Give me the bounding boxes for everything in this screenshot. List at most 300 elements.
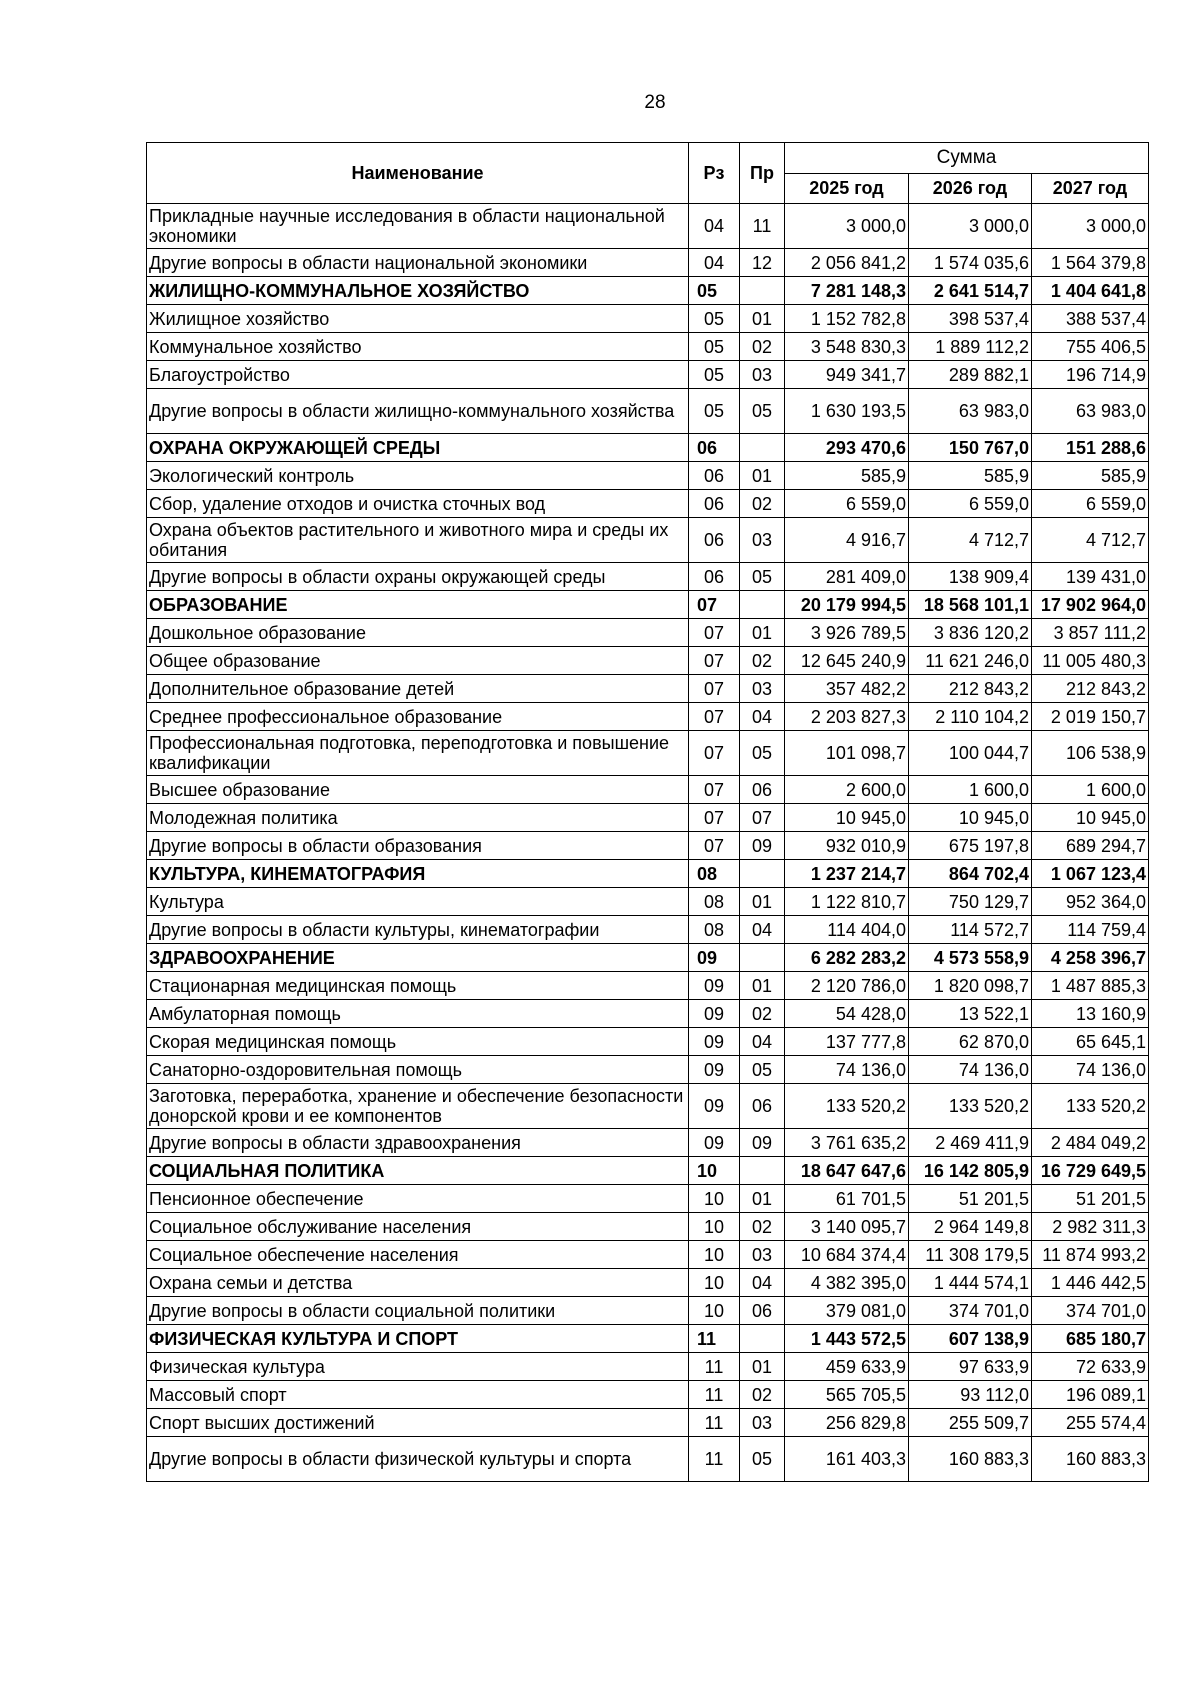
table-row	[147, 204, 1149, 249]
row-2025-cell: 293 470,6	[785, 434, 909, 462]
row-2027-cell: 3 857 111,2	[1032, 619, 1149, 647]
row-name-cell: КУЛЬТУРА, КИНЕМАТОГРАФИЯ	[147, 860, 689, 888]
row-2025-cell: 7 281 148,3	[785, 277, 909, 305]
section-row	[147, 944, 1149, 972]
table-row	[147, 249, 1149, 277]
row-2025-cell: 133 520,2	[785, 1084, 909, 1129]
row-2026-cell: 1 600,0	[909, 776, 1032, 804]
row-2026-cell: 1 444 574,1	[909, 1269, 1032, 1297]
row-name-cell: Другие вопросы в области национальной экономики	[147, 249, 689, 277]
row-2027-cell: 17 902 964,0	[1032, 591, 1149, 619]
row-rz-cell: 09	[689, 1084, 740, 1129]
header-name: Наименование	[147, 143, 689, 204]
table-row	[147, 888, 1149, 916]
table-row	[147, 490, 1149, 518]
row-pr-cell: 05	[740, 563, 785, 591]
row-pr-cell: 11	[740, 204, 785, 249]
row-2026-cell: 160 883,3	[909, 1437, 1032, 1482]
row-pr-cell: 04	[740, 1269, 785, 1297]
row-rz-cell: 06	[689, 518, 740, 563]
table-row	[147, 1241, 1149, 1269]
row-rz-cell: 10	[689, 1213, 740, 1241]
row-pr-cell: 03	[740, 1409, 785, 1437]
row-2025-cell: 1 152 782,8	[785, 305, 909, 333]
row-pr-cell: 02	[740, 647, 785, 675]
row-pr-cell	[740, 434, 785, 462]
header-year-2025: 2025 год	[785, 173, 909, 204]
row-name-cell: ФИЗИЧЕСКАЯ КУЛЬТУРА И СПОРТ	[147, 1325, 689, 1353]
row-rz-cell: 10	[689, 1297, 740, 1325]
row-2027-cell: 585,9	[1032, 462, 1149, 490]
header-sum: Сумма	[785, 143, 1149, 174]
table-row	[147, 832, 1149, 860]
row-2026-cell: 6 559,0	[909, 490, 1032, 518]
row-pr-cell: 03	[740, 675, 785, 703]
row-2026-cell: 607 138,9	[909, 1325, 1032, 1353]
row-2025-cell: 74 136,0	[785, 1056, 909, 1084]
row-name-cell: Социальное обеспечение населения	[147, 1241, 689, 1269]
row-2026-cell: 4 573 558,9	[909, 944, 1032, 972]
row-2027-cell: 1 446 442,5	[1032, 1269, 1149, 1297]
row-pr-cell	[740, 1325, 785, 1353]
row-2026-cell: 2 641 514,7	[909, 277, 1032, 305]
row-2025-cell: 585,9	[785, 462, 909, 490]
row-name-cell: Другие вопросы в области культуры, кинематографии	[147, 916, 689, 944]
row-pr-cell	[740, 591, 785, 619]
row-pr-cell: 06	[740, 1084, 785, 1129]
row-rz-cell: 11	[689, 1409, 740, 1437]
section-row	[147, 591, 1149, 619]
table-row	[147, 916, 1149, 944]
row-2027-cell: 16 729 649,5	[1032, 1157, 1149, 1185]
table-row	[147, 731, 1149, 776]
row-pr-cell	[740, 860, 785, 888]
row-rz-cell: 07	[689, 703, 740, 731]
table-row	[147, 972, 1149, 1000]
row-2025-cell: 1 443 572,5	[785, 1325, 909, 1353]
row-name-cell: Спорт высших достижений	[147, 1409, 689, 1437]
row-2025-cell: 932 010,9	[785, 832, 909, 860]
row-rz-cell: 10	[689, 1269, 740, 1297]
row-rz-cell: 06	[689, 563, 740, 591]
row-rz-cell: 09	[689, 1129, 740, 1157]
row-pr-cell: 02	[740, 333, 785, 361]
row-2025-cell: 2 600,0	[785, 776, 909, 804]
row-2027-cell: 11 874 993,2	[1032, 1241, 1149, 1269]
row-2026-cell: 11 621 246,0	[909, 647, 1032, 675]
row-rz-cell: 05	[689, 333, 740, 361]
row-2027-cell: 388 537,4	[1032, 305, 1149, 333]
row-pr-cell: 01	[740, 1185, 785, 1213]
row-2027-cell: 63 983,0	[1032, 389, 1149, 434]
row-rz-cell: 08	[689, 916, 740, 944]
row-pr-cell: 04	[740, 1028, 785, 1056]
row-rz-cell: 07	[689, 804, 740, 832]
row-2026-cell: 864 702,4	[909, 860, 1032, 888]
row-name-cell: Социальное обслуживание населения	[147, 1213, 689, 1241]
row-2027-cell: 6 559,0	[1032, 490, 1149, 518]
table-row	[147, 1185, 1149, 1213]
row-2025-cell: 101 098,7	[785, 731, 909, 776]
row-rz-cell: 08	[689, 860, 740, 888]
row-pr-cell: 01	[740, 305, 785, 333]
table-row	[147, 361, 1149, 389]
section-row	[147, 277, 1149, 305]
row-pr-cell: 01	[740, 888, 785, 916]
row-2027-cell: 952 364,0	[1032, 888, 1149, 916]
row-pr-cell: 04	[740, 703, 785, 731]
table-row	[147, 675, 1149, 703]
row-pr-cell: 05	[740, 389, 785, 434]
row-name-cell: ЖИЛИЩНО-КОММУНАЛЬНОЕ ХОЗЯЙСТВО	[147, 277, 689, 305]
row-2027-cell: 212 843,2	[1032, 675, 1149, 703]
table-row	[147, 1129, 1149, 1157]
row-name-cell: Дошкольное образование	[147, 619, 689, 647]
section-row	[147, 1325, 1149, 1353]
row-2027-cell: 74 136,0	[1032, 1056, 1149, 1084]
row-2025-cell: 3 548 830,3	[785, 333, 909, 361]
row-rz-cell: 07	[689, 776, 740, 804]
table-body	[147, 204, 1149, 1482]
row-name-cell: Санаторно-оздоровительная помощь	[147, 1056, 689, 1084]
row-name-cell: Культура	[147, 888, 689, 916]
table-row	[147, 703, 1149, 731]
row-rz-cell: 05	[689, 305, 740, 333]
row-name-cell: Сбор, удаление отходов и очистка сточных вод	[147, 490, 689, 518]
row-rz-cell: 05	[689, 389, 740, 434]
table-row	[147, 1381, 1149, 1409]
row-2027-cell: 1 600,0	[1032, 776, 1149, 804]
table-row	[147, 1213, 1149, 1241]
row-pr-cell: 03	[740, 518, 785, 563]
row-2026-cell: 212 843,2	[909, 675, 1032, 703]
row-2026-cell: 63 983,0	[909, 389, 1032, 434]
header-year-2026: 2026 год	[909, 173, 1032, 204]
table-row	[147, 1028, 1149, 1056]
row-pr-cell: 09	[740, 1129, 785, 1157]
header-year-2027: 2027 год	[1032, 173, 1149, 204]
row-2027-cell: 196 089,1	[1032, 1381, 1149, 1409]
row-2025-cell: 357 482,2	[785, 675, 909, 703]
row-rz-cell: 06	[689, 490, 740, 518]
row-2025-cell: 379 081,0	[785, 1297, 909, 1325]
page-number: 28	[644, 92, 666, 113]
row-rz-cell: 07	[689, 832, 740, 860]
row-pr-cell: 05	[740, 1437, 785, 1482]
row-2025-cell: 949 341,7	[785, 361, 909, 389]
table-row	[147, 1409, 1149, 1437]
row-2025-cell: 459 633,9	[785, 1353, 909, 1381]
row-2027-cell: 51 201,5	[1032, 1185, 1149, 1213]
row-name-cell: ОБРАЗОВАНИЕ	[147, 591, 689, 619]
row-2027-cell: 255 574,4	[1032, 1409, 1149, 1437]
row-2027-cell: 65 645,1	[1032, 1028, 1149, 1056]
row-2027-cell: 139 431,0	[1032, 563, 1149, 591]
row-2027-cell: 2 982 311,3	[1032, 1213, 1149, 1241]
row-name-cell: Коммунальное хозяйство	[147, 333, 689, 361]
row-name-cell: Охрана объектов растительного и животного мира и среды их обитания	[147, 518, 689, 563]
row-pr-cell: 02	[740, 1000, 785, 1028]
row-name-cell: Профессиональная подготовка, переподготовка и повышение квалификации	[147, 731, 689, 776]
row-rz-cell: 11	[689, 1381, 740, 1409]
row-rz-cell: 07	[689, 675, 740, 703]
row-pr-cell: 01	[740, 972, 785, 1000]
row-2026-cell: 2 964 149,8	[909, 1213, 1032, 1241]
row-2025-cell: 3 761 635,2	[785, 1129, 909, 1157]
row-name-cell: Высшее образование	[147, 776, 689, 804]
row-2026-cell: 18 568 101,1	[909, 591, 1032, 619]
row-2027-cell: 685 180,7	[1032, 1325, 1149, 1353]
table-row	[147, 1269, 1149, 1297]
row-pr-cell: 07	[740, 804, 785, 832]
row-rz-cell: 09	[689, 1028, 740, 1056]
row-2027-cell: 374 701,0	[1032, 1297, 1149, 1325]
row-2026-cell: 93 112,0	[909, 1381, 1032, 1409]
row-name-cell: Экологический контроль	[147, 462, 689, 490]
row-2026-cell: 398 537,4	[909, 305, 1032, 333]
row-name-cell: Массовый спорт	[147, 1381, 689, 1409]
section-row	[147, 860, 1149, 888]
row-name-cell: Благоустройство	[147, 361, 689, 389]
row-2027-cell: 1 067 123,4	[1032, 860, 1149, 888]
row-2026-cell: 62 870,0	[909, 1028, 1032, 1056]
row-rz-cell: 09	[689, 972, 740, 1000]
row-rz-cell: 07	[689, 731, 740, 776]
row-2025-cell: 6 559,0	[785, 490, 909, 518]
row-rz-cell: 07	[689, 619, 740, 647]
table-row	[147, 333, 1149, 361]
row-2027-cell: 689 294,7	[1032, 832, 1149, 860]
row-rz-cell: 11	[689, 1353, 740, 1381]
table-row	[147, 1056, 1149, 1084]
row-2027-cell: 4 258 396,7	[1032, 944, 1149, 972]
table-row	[147, 389, 1149, 434]
row-2027-cell: 1 564 379,8	[1032, 249, 1149, 277]
row-2026-cell: 1 889 112,2	[909, 333, 1032, 361]
row-name-cell: Молодежная политика	[147, 804, 689, 832]
row-2027-cell: 106 538,9	[1032, 731, 1149, 776]
row-2025-cell: 114 404,0	[785, 916, 909, 944]
row-2025-cell: 565 705,5	[785, 1381, 909, 1409]
row-name-cell: Другие вопросы в области образования	[147, 832, 689, 860]
table-row	[147, 1000, 1149, 1028]
row-name-cell: Общее образование	[147, 647, 689, 675]
table-row	[147, 563, 1149, 591]
row-2026-cell: 289 882,1	[909, 361, 1032, 389]
table-row	[147, 1084, 1149, 1129]
row-name-cell: Другие вопросы в области охраны окружающей среды	[147, 563, 689, 591]
row-name-cell: Скорая медицинская помощь	[147, 1028, 689, 1056]
table-header	[147, 143, 1149, 204]
row-2026-cell: 16 142 805,9	[909, 1157, 1032, 1185]
row-pr-cell: 02	[740, 1213, 785, 1241]
table-row	[147, 1437, 1149, 1482]
row-pr-cell: 01	[740, 1353, 785, 1381]
row-rz-cell: 09	[689, 1000, 740, 1028]
row-rz-cell: 11	[689, 1325, 740, 1353]
row-name-cell: Другие вопросы в области физической культуры и спорта	[147, 1437, 689, 1482]
row-2026-cell: 585,9	[909, 462, 1032, 490]
row-2026-cell: 138 909,4	[909, 563, 1032, 591]
row-2025-cell: 10 684 374,4	[785, 1241, 909, 1269]
row-name-cell: Другие вопросы в области социальной политики	[147, 1297, 689, 1325]
row-2025-cell: 161 403,3	[785, 1437, 909, 1482]
row-2025-cell: 2 203 827,3	[785, 703, 909, 731]
table-row	[147, 1297, 1149, 1325]
row-name-cell: Прикладные научные исследования в области национальной экономики	[147, 204, 689, 249]
row-rz-cell: 07	[689, 647, 740, 675]
row-2025-cell: 10 945,0	[785, 804, 909, 832]
table-row	[147, 647, 1149, 675]
row-2026-cell: 1 820 098,7	[909, 972, 1032, 1000]
row-pr-cell: 04	[740, 916, 785, 944]
row-name-cell: Другие вопросы в области здравоохранения	[147, 1129, 689, 1157]
row-2026-cell: 2 469 411,9	[909, 1129, 1032, 1157]
row-2026-cell: 100 044,7	[909, 731, 1032, 776]
row-pr-cell: 02	[740, 1381, 785, 1409]
row-2025-cell: 1 237 214,7	[785, 860, 909, 888]
row-name-cell: Стационарная медицинская помощь	[147, 972, 689, 1000]
row-pr-cell: 01	[740, 462, 785, 490]
row-2025-cell: 6 282 283,2	[785, 944, 909, 972]
row-pr-cell: 06	[740, 1297, 785, 1325]
row-2026-cell: 13 522,1	[909, 1000, 1032, 1028]
row-pr-cell: 05	[740, 1056, 785, 1084]
row-2026-cell: 675 197,8	[909, 832, 1032, 860]
row-2027-cell: 196 714,9	[1032, 361, 1149, 389]
row-2025-cell: 4 382 395,0	[785, 1269, 909, 1297]
header-pr: Пр	[740, 143, 785, 204]
row-2026-cell: 133 520,2	[909, 1084, 1032, 1129]
row-2027-cell: 3 000,0	[1032, 204, 1149, 249]
row-2025-cell: 54 428,0	[785, 1000, 909, 1028]
row-2025-cell: 61 701,5	[785, 1185, 909, 1213]
row-rz-cell: 05	[689, 361, 740, 389]
row-2027-cell: 151 288,6	[1032, 434, 1149, 462]
row-pr-cell: 01	[740, 619, 785, 647]
row-name-cell: Заготовка, переработка, хранение и обеспечение безопасности донорской крови и ее компонентов	[147, 1084, 689, 1129]
section-row	[147, 1157, 1149, 1185]
row-name-cell: Пенсионное обеспечение	[147, 1185, 689, 1213]
budget-table	[146, 142, 1149, 1482]
row-2027-cell: 114 759,4	[1032, 916, 1149, 944]
row-2027-cell: 13 160,9	[1032, 1000, 1149, 1028]
row-pr-cell: 03	[740, 1241, 785, 1269]
row-rz-cell: 09	[689, 944, 740, 972]
row-name-cell: Амбулаторная помощь	[147, 1000, 689, 1028]
row-rz-cell: 07	[689, 591, 740, 619]
row-rz-cell: 04	[689, 204, 740, 249]
row-2027-cell: 160 883,3	[1032, 1437, 1149, 1482]
row-pr-cell: 12	[740, 249, 785, 277]
row-2027-cell: 10 945,0	[1032, 804, 1149, 832]
row-2027-cell: 72 633,9	[1032, 1353, 1149, 1381]
row-2025-cell: 18 647 647,6	[785, 1157, 909, 1185]
row-pr-cell: 02	[740, 490, 785, 518]
row-2026-cell: 150 767,0	[909, 434, 1032, 462]
table-row	[147, 305, 1149, 333]
row-rz-cell: 09	[689, 1056, 740, 1084]
row-2025-cell: 256 829,8	[785, 1409, 909, 1437]
row-2025-cell: 4 916,7	[785, 518, 909, 563]
row-pr-cell: 06	[740, 776, 785, 804]
row-rz-cell: 05	[689, 277, 740, 305]
row-2027-cell: 133 520,2	[1032, 1084, 1149, 1129]
row-rz-cell: 10	[689, 1185, 740, 1213]
table-row	[147, 1353, 1149, 1381]
row-2025-cell: 3 926 789,5	[785, 619, 909, 647]
row-2027-cell: 755 406,5	[1032, 333, 1149, 361]
row-rz-cell: 10	[689, 1241, 740, 1269]
row-2026-cell: 51 201,5	[909, 1185, 1032, 1213]
row-2027-cell: 2 484 049,2	[1032, 1129, 1149, 1157]
row-name-cell: ОХРАНА ОКРУЖАЮЩЕЙ СРЕДЫ	[147, 434, 689, 462]
row-2026-cell: 255 509,7	[909, 1409, 1032, 1437]
row-2026-cell: 97 633,9	[909, 1353, 1032, 1381]
row-2025-cell: 1 630 193,5	[785, 389, 909, 434]
row-2027-cell: 2 019 150,7	[1032, 703, 1149, 731]
table-row	[147, 776, 1149, 804]
row-2025-cell: 2 120 786,0	[785, 972, 909, 1000]
header-rz: Рз	[689, 143, 740, 204]
row-name-cell: Физическая культура	[147, 1353, 689, 1381]
row-2025-cell: 2 056 841,2	[785, 249, 909, 277]
row-name-cell: Другие вопросы в области жилищно-коммунального хозяйства	[147, 389, 689, 434]
row-name-cell: Охрана семьи и детства	[147, 1269, 689, 1297]
row-2027-cell: 11 005 480,3	[1032, 647, 1149, 675]
row-rz-cell: 10	[689, 1157, 740, 1185]
row-2026-cell: 750 129,7	[909, 888, 1032, 916]
row-rz-cell: 11	[689, 1437, 740, 1482]
row-rz-cell: 08	[689, 888, 740, 916]
row-pr-cell: 09	[740, 832, 785, 860]
row-pr-cell: 03	[740, 361, 785, 389]
table-row	[147, 462, 1149, 490]
row-2026-cell: 4 712,7	[909, 518, 1032, 563]
row-2026-cell: 11 308 179,5	[909, 1241, 1032, 1269]
table-row	[147, 518, 1149, 563]
table-row	[147, 804, 1149, 832]
row-2027-cell: 1 404 641,8	[1032, 277, 1149, 305]
row-pr-cell	[740, 277, 785, 305]
row-2025-cell: 3 000,0	[785, 204, 909, 249]
section-row	[147, 434, 1149, 462]
row-2025-cell: 1 122 810,7	[785, 888, 909, 916]
row-2026-cell: 3 000,0	[909, 204, 1032, 249]
row-2025-cell: 12 645 240,9	[785, 647, 909, 675]
row-name-cell: СОЦИАЛЬНАЯ ПОЛИТИКА	[147, 1157, 689, 1185]
row-2026-cell: 374 701,0	[909, 1297, 1032, 1325]
row-2025-cell: 137 777,8	[785, 1028, 909, 1056]
row-2026-cell: 10 945,0	[909, 804, 1032, 832]
row-2027-cell: 1 487 885,3	[1032, 972, 1149, 1000]
row-2025-cell: 3 140 095,7	[785, 1213, 909, 1241]
row-rz-cell: 06	[689, 434, 740, 462]
table-row	[147, 619, 1149, 647]
row-pr-cell: 05	[740, 731, 785, 776]
row-name-cell: Жилищное хозяйство	[147, 305, 689, 333]
row-2026-cell: 1 574 035,6	[909, 249, 1032, 277]
row-2027-cell: 4 712,7	[1032, 518, 1149, 563]
row-2026-cell: 2 110 104,2	[909, 703, 1032, 731]
row-2026-cell: 74 136,0	[909, 1056, 1032, 1084]
row-name-cell: Дополнительное образование детей	[147, 675, 689, 703]
row-2026-cell: 114 572,7	[909, 916, 1032, 944]
row-name-cell: Среднее профессиональное образование	[147, 703, 689, 731]
row-rz-cell: 04	[689, 249, 740, 277]
row-name-cell: ЗДРАВООХРАНЕНИЕ	[147, 944, 689, 972]
row-2025-cell: 281 409,0	[785, 563, 909, 591]
